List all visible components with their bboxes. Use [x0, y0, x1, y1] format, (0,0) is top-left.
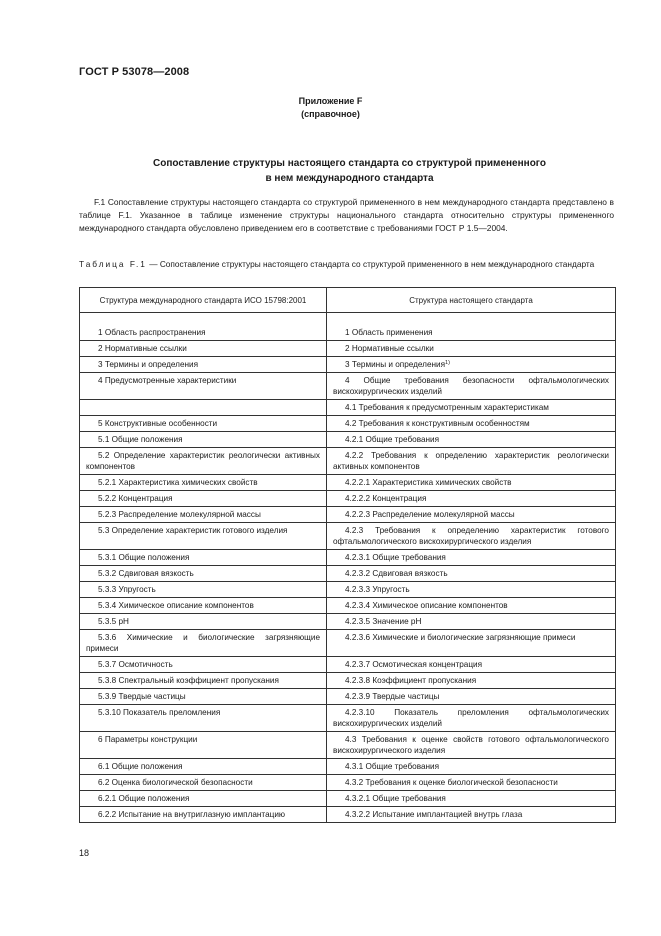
cell-international: 6.2.1 Общие положения — [80, 791, 327, 807]
table-row — [80, 416, 616, 432]
cell-national-text: 4.2.3.8 Коэффициент пропускания — [345, 676, 477, 685]
footnote-marker: 1) — [445, 360, 450, 366]
cell-national — [327, 614, 616, 630]
cell-national-text: 4.2.3.9 Твердые частицы — [345, 692, 440, 701]
cell-national-text: 4.2.2 Требования к определению характеристик реологически активных компонентов — [333, 451, 609, 471]
cell-international: 5.3.6 Химические и биологические загрязняющие примеси — [80, 630, 327, 657]
cell-international: 3 Термины и определения — [80, 357, 327, 373]
cell-international: 5.3.10 Показатель преломления — [80, 705, 327, 732]
cell-national — [327, 491, 616, 507]
cell-national-text: 4.2.3.7 Осмотическая концентрация — [345, 660, 483, 669]
cell-international: 2 Нормативные ссылки — [80, 341, 327, 357]
table-row — [80, 630, 616, 657]
table-header-row — [80, 288, 616, 313]
document-header: ГОСТ Р 53078—2008 — [79, 66, 190, 78]
cell-national — [327, 523, 616, 550]
cell-international: 6 Параметры конструкции — [80, 732, 327, 759]
table-row — [80, 614, 616, 630]
table-row — [80, 791, 616, 807]
cell-national-text: 1 Область применения — [345, 328, 433, 337]
annex-heading — [0, 95, 661, 121]
table-row — [80, 313, 616, 341]
cell-national — [327, 550, 616, 566]
cell-national — [327, 313, 616, 341]
cell-national — [327, 732, 616, 759]
table-body — [80, 313, 616, 823]
table-row — [80, 673, 616, 689]
table-row — [80, 775, 616, 791]
cell-national — [327, 705, 616, 732]
cell-international: 5.3 Определение характеристик готового изделия — [80, 523, 327, 550]
cell-international: 5.3.9 Твердые частицы — [80, 689, 327, 705]
table-row — [80, 357, 616, 373]
comparison-table — [79, 287, 616, 823]
cell-national-text: 4.2.2.1 Характеристика химических свойств — [345, 478, 512, 487]
cell-international: 5.3.2 Сдвиговая вязкость — [80, 566, 327, 582]
annex-subtitle: (справочное) — [301, 109, 360, 119]
cell-national — [327, 630, 616, 657]
cell-national-text: 4.2.2.3 Распределение молекулярной массы — [345, 510, 515, 519]
cell-international: 5.3.4 Химическое описание компонентов — [80, 598, 327, 614]
table-row — [80, 448, 616, 475]
cell-national-text: 4.3.2.2 Испытание имплантацией внутрь глаза — [345, 810, 523, 819]
cell-international: 6.1 Общие положения — [80, 759, 327, 775]
cell-international: 5.2.2 Концентрация — [80, 491, 327, 507]
table-row — [80, 582, 616, 598]
cell-national — [327, 448, 616, 475]
cell-international: 5.3.5 pH — [80, 614, 327, 630]
cell-national — [327, 475, 616, 491]
table-row — [80, 491, 616, 507]
cell-international: 5.2.1 Характеристика химических свойств — [80, 475, 327, 491]
cell-national-text: 4.2.3.3 Упругость — [345, 585, 410, 594]
cell-national-text: 4.1 Требования к предусмотренным характеристикам — [345, 403, 549, 412]
cell-international: 5.3.8 Спектральный коэффициент пропускания — [80, 673, 327, 689]
cell-national — [327, 759, 616, 775]
table-row — [80, 373, 616, 400]
cell-national — [327, 791, 616, 807]
cell-international: 5.1 Общие положения — [80, 432, 327, 448]
cell-international: 6.2.2 Испытание на внутриглазную имплантацию — [80, 807, 327, 823]
cell-national — [327, 400, 616, 416]
cell-national — [327, 657, 616, 673]
cell-international: 5.2 Определение характеристик реологически активных компонентов — [80, 448, 327, 475]
cell-national — [327, 566, 616, 582]
section-title-line-2: в нем международного стандарта — [265, 173, 434, 184]
table-caption — [79, 258, 614, 270]
cell-international — [80, 400, 327, 416]
table-row — [80, 657, 616, 673]
cell-national-text: 4.3 Требования к оценке свойств готового офтальмологического вискохирургического изделия — [333, 735, 609, 755]
cell-national — [327, 689, 616, 705]
table-row — [80, 475, 616, 491]
table-row — [80, 732, 616, 759]
cell-national-text: 4.2.3.1 Общие требования — [345, 553, 446, 562]
intro-paragraph: F.1 Сопоставление структуры настоящего стандарта со структурой примененного в нем международного стандарта представлено в таблице F.1. Указанное в таблице изменение структуры национального стандарта относительно структуры примененного международного стандарта обусловлено приведением его в соответствие с требованиями ГОСТ Р 1.5—2004. — [79, 197, 614, 233]
header-international-standard: Структура международного стандарта ИСО 15798:2001 — [80, 288, 327, 313]
table-row — [80, 550, 616, 566]
cell-national-text: 4.2.1 Общие требования — [345, 435, 440, 444]
cell-national-text: 4.2.3.2 Сдвиговая вязкость — [345, 569, 448, 578]
cell-national-text: 2 Нормативные ссылки — [345, 344, 434, 353]
table-row — [80, 523, 616, 550]
cell-national-text: 4.2.3.6 Химические и биологические загрязняющие примеси — [345, 633, 576, 642]
cell-international: 4 Предусмотренные характеристики — [80, 373, 327, 400]
cell-national-text: 4.3.1 Общие требования — [345, 762, 440, 771]
cell-national — [327, 582, 616, 598]
cell-international: 5.3.3 Упругость — [80, 582, 327, 598]
cell-national — [327, 357, 616, 373]
cell-national-text: 3 Термины и определения — [345, 360, 446, 369]
cell-international: 6.2 Оценка биологической безопасности — [80, 775, 327, 791]
cell-national — [327, 416, 616, 432]
table-row — [80, 341, 616, 357]
page-number: 18 — [79, 848, 90, 858]
table-row — [80, 566, 616, 582]
cell-national — [327, 673, 616, 689]
cell-national — [327, 341, 616, 357]
cell-national — [327, 598, 616, 614]
table-row — [80, 432, 616, 448]
table-caption-text: — Сопоставление структуры настоящего стандарта со структурой примененного в нем международного стандарта — [146, 259, 595, 269]
cell-international: 1 Область распространения — [80, 313, 327, 341]
table-row — [80, 400, 616, 416]
cell-national-text: 4 Общие требования безопасности офтальмологических вискохирургических изделий — [333, 376, 609, 396]
cell-national-text: 4.2.3.5 Значение pH — [345, 617, 422, 626]
cell-international: 5 Конструктивные особенности — [80, 416, 327, 432]
table-row — [80, 598, 616, 614]
cell-national-text: 4.2.3.4 Химическое описание компонентов — [345, 601, 508, 610]
annex-title: Приложение F — [298, 96, 363, 106]
header-national-standard: Структура настоящего стандарта — [327, 288, 616, 313]
cell-international: 5.3.1 Общие положения — [80, 550, 327, 566]
section-title — [90, 156, 609, 186]
cell-international: 5.3.7 Осмотичность — [80, 657, 327, 673]
cell-national — [327, 373, 616, 400]
cell-national — [327, 775, 616, 791]
table-caption-lead: Таблица F.1 — [79, 259, 147, 269]
cell-national-text: 4.2.2.2 Концентрация — [345, 494, 427, 503]
section-title-line-1: Сопоставление структуры настоящего стандарта со структурой примененного — [153, 158, 546, 169]
cell-national-text: 4.2.3.10 Показатель преломления офтальмологических вискохирургических изделий — [333, 708, 609, 728]
cell-national-text: 4.3.2 Требования к оценке биологической безопасности — [345, 778, 558, 787]
table-row — [80, 507, 616, 523]
cell-national — [327, 807, 616, 823]
cell-national-text: 4.2.3 Требования к определению характеристик готового офтальмологического вискохирургического изделия — [333, 526, 609, 546]
table-row — [80, 759, 616, 775]
cell-international: 5.2.3 Распределение молекулярной массы — [80, 507, 327, 523]
table-row — [80, 705, 616, 732]
table-row — [80, 807, 616, 823]
cell-national-text: 4.2 Требования к конструктивным особенностям — [345, 419, 530, 428]
cell-national-text: 4.3.2.1 Общие требования — [345, 794, 446, 803]
table-row — [80, 689, 616, 705]
cell-national — [327, 507, 616, 523]
cell-national — [327, 432, 616, 448]
